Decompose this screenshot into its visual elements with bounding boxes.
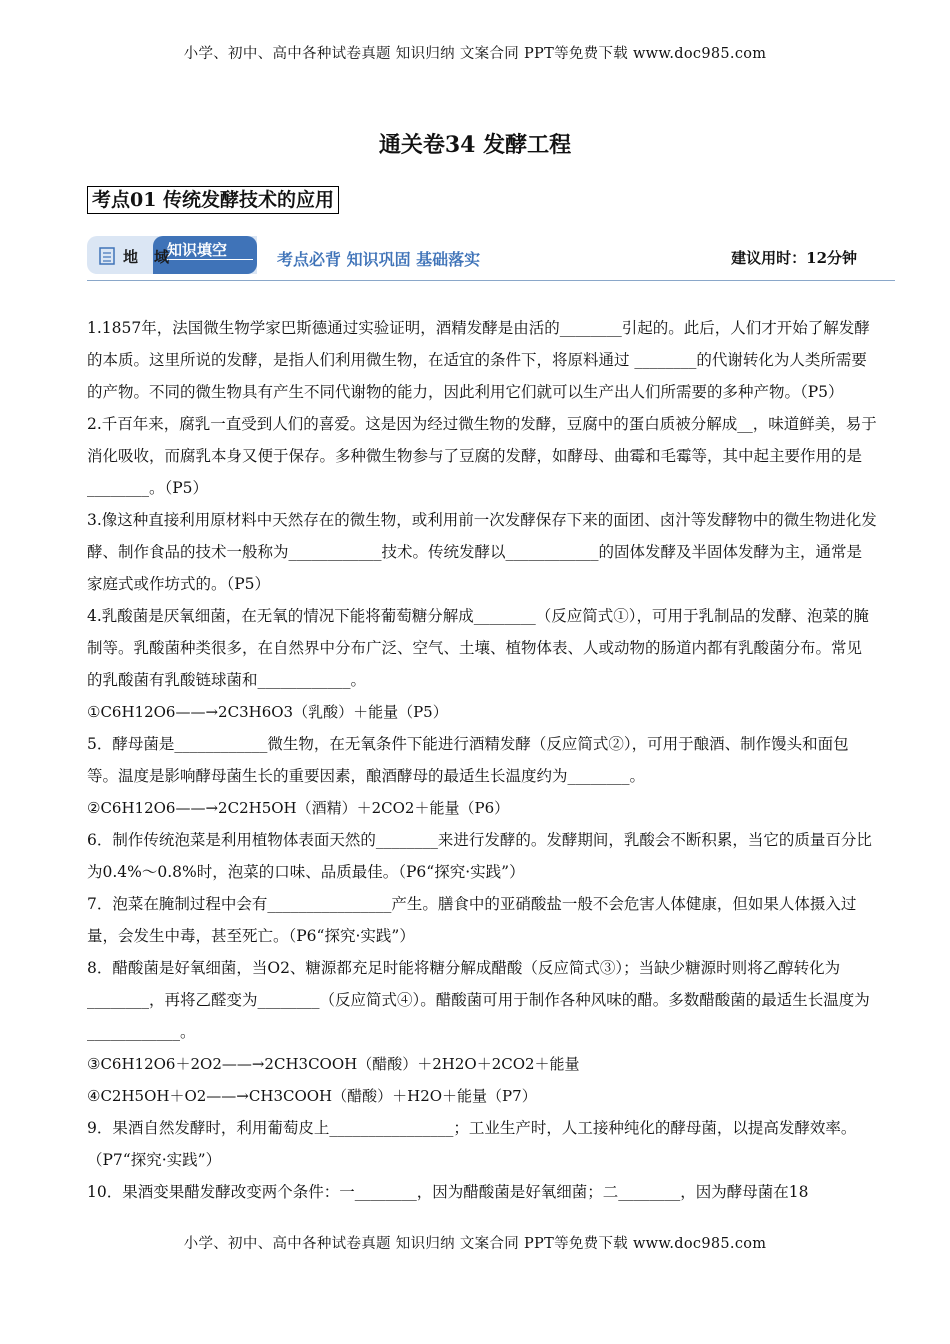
question-item: 6．制作传统泡菜是利用植物体表面天然的________来进行发酵的。发酵期间，乳酸会不断积累，当它的质量百分比为0.4%～0.8%时，泡菜的口味、品质最佳。（P6“探究·实践”） bbox=[87, 831, 872, 881]
section-title: 考点01 传统发酵技术的应用 bbox=[87, 186, 339, 214]
notebook-icon bbox=[99, 246, 119, 266]
reaction-formula: ④C2H5OH＋O2——→CH3COOH（醋酸）＋H2O＋能量（P7） bbox=[87, 1087, 537, 1105]
question-item: 2.千百年来，腐乳一直受到人们的喜爱。这是因为经过微生物的发酵，豆腐中的蛋白质被分解成__，味道鲜美，易于消化吸收，而腐乳本身又便于保存。多种微生物参与了豆腐的发酵，如酵母、曲霉和毛霉等，其中起主要作用的是________。（P5） bbox=[87, 415, 877, 497]
question-item: 10．果酒变果醋发酵改变两个条件：一________，因为醋酸菌是好氧细菌；二________，因为酵母菌在18 bbox=[87, 1183, 809, 1201]
question-item: 9．果酒自然发酵时，利用葡萄皮上________________；工业生产时，人工接种纯化的酵母菌，以提高发酵效率。（P7“探究·实践”） bbox=[87, 1119, 857, 1169]
document-title: 通关卷34 发酵工程 bbox=[378, 132, 572, 158]
question-item: 5．酵母菌是____________微生物，在无氧条件下能进行酒精发酵（反应简式②），可用于酿酒、制作馒头和面包等。温度是影响酵母菌生长的重要因素，酿酒酵母的最适生长温度约为________。 bbox=[87, 735, 849, 785]
question-item: 7．泡菜在腌制过程中会有________________产生。膳食中的亚硝酸盐一般不会危害人体健康，但如果人体摄入过量，会发生中毒，甚至死亡。（P6“探究·实践”） bbox=[87, 895, 857, 945]
banner-region-label: 地域 bbox=[123, 248, 186, 266]
banner-subtitle: 考点必背 知识巩固 基础落实 bbox=[277, 250, 481, 269]
question-item: 8．醋酸菌是好氧细菌，当O2、糖源都充足时能将糖分解成醋酸（反应简式③）；当缺少糖源时则将乙醇转化为________，再将乙醛变为________（反应简式④）。醋酸菌可用于制作各种风味的醋。多数醋酸菌的最适生长温度为____________。 bbox=[87, 959, 870, 1041]
question-item: 4.乳酸菌是厌氧细菌，在无氧的情况下能将葡萄糖分解成________（反应简式①），可用于乳制品的发酵、泡菜的腌制等。乳酸菌种类很多，在自然界中分布广泛、空气、土壤、植物体表、人或动物的肠道内都有乳酸菌分布。常见的乳酸菌有乳酸链球菌和____________。 bbox=[87, 607, 870, 689]
reaction-formula: ②C6H12O6——→2C2H5OH（酒精）＋2CO2＋能量（P6） bbox=[87, 799, 510, 817]
page-footer: 小学、初中、高中各种试卷真题 知识归纳 文案合同 PPT等免费下载 www.doc985.com bbox=[183, 1236, 767, 1252]
banner-divider bbox=[87, 280, 895, 281]
suggested-time: 建议用时：12分钟 bbox=[731, 249, 857, 267]
question-item: 3.像这种直接利用原材料中天然存在的微生物，或利用前一次发酵保存下来的面团、卤汁等发酵物中的微生物进化发酵、制作食品的技术一般称为____________技术。传统发酵以____________的固体发酵及半固体发酵为主，通常是家庭式或作坊式的。（P5） bbox=[87, 511, 877, 593]
question-list bbox=[87, 312, 877, 1208]
question-item: 1.1857年，法国微生物学家巴斯德通过实验证明，酒精发酵是由活的________引起的。此后，人们才开始了解发酵的本质。这里所说的发酵，是指人们利用微生物，在适宜的条件下，将原料通过 ________的代谢转化为人类所需要的产物。不同的微生物具有产生不同代谢物的能力，因此利用它们就可以生产出人们所需要的多种产物。（P5） bbox=[87, 319, 870, 401]
section-banner bbox=[87, 236, 895, 282]
page-header: 小学、初中、高中各种试卷真题 知识归纳 文案合同 PPT等免费下载 www.doc985.com bbox=[183, 46, 767, 62]
reaction-formula: ③C6H12O6＋2O2——→2CH3COOH（醋酸）＋2H2O＋2CO2＋能量 bbox=[87, 1055, 580, 1073]
reaction-formula: ①C6H12O6——→2C3H6O3（乳酸）＋能量（P5） bbox=[87, 703, 448, 721]
banner-tab-label: 知识填空 bbox=[167, 241, 228, 259]
